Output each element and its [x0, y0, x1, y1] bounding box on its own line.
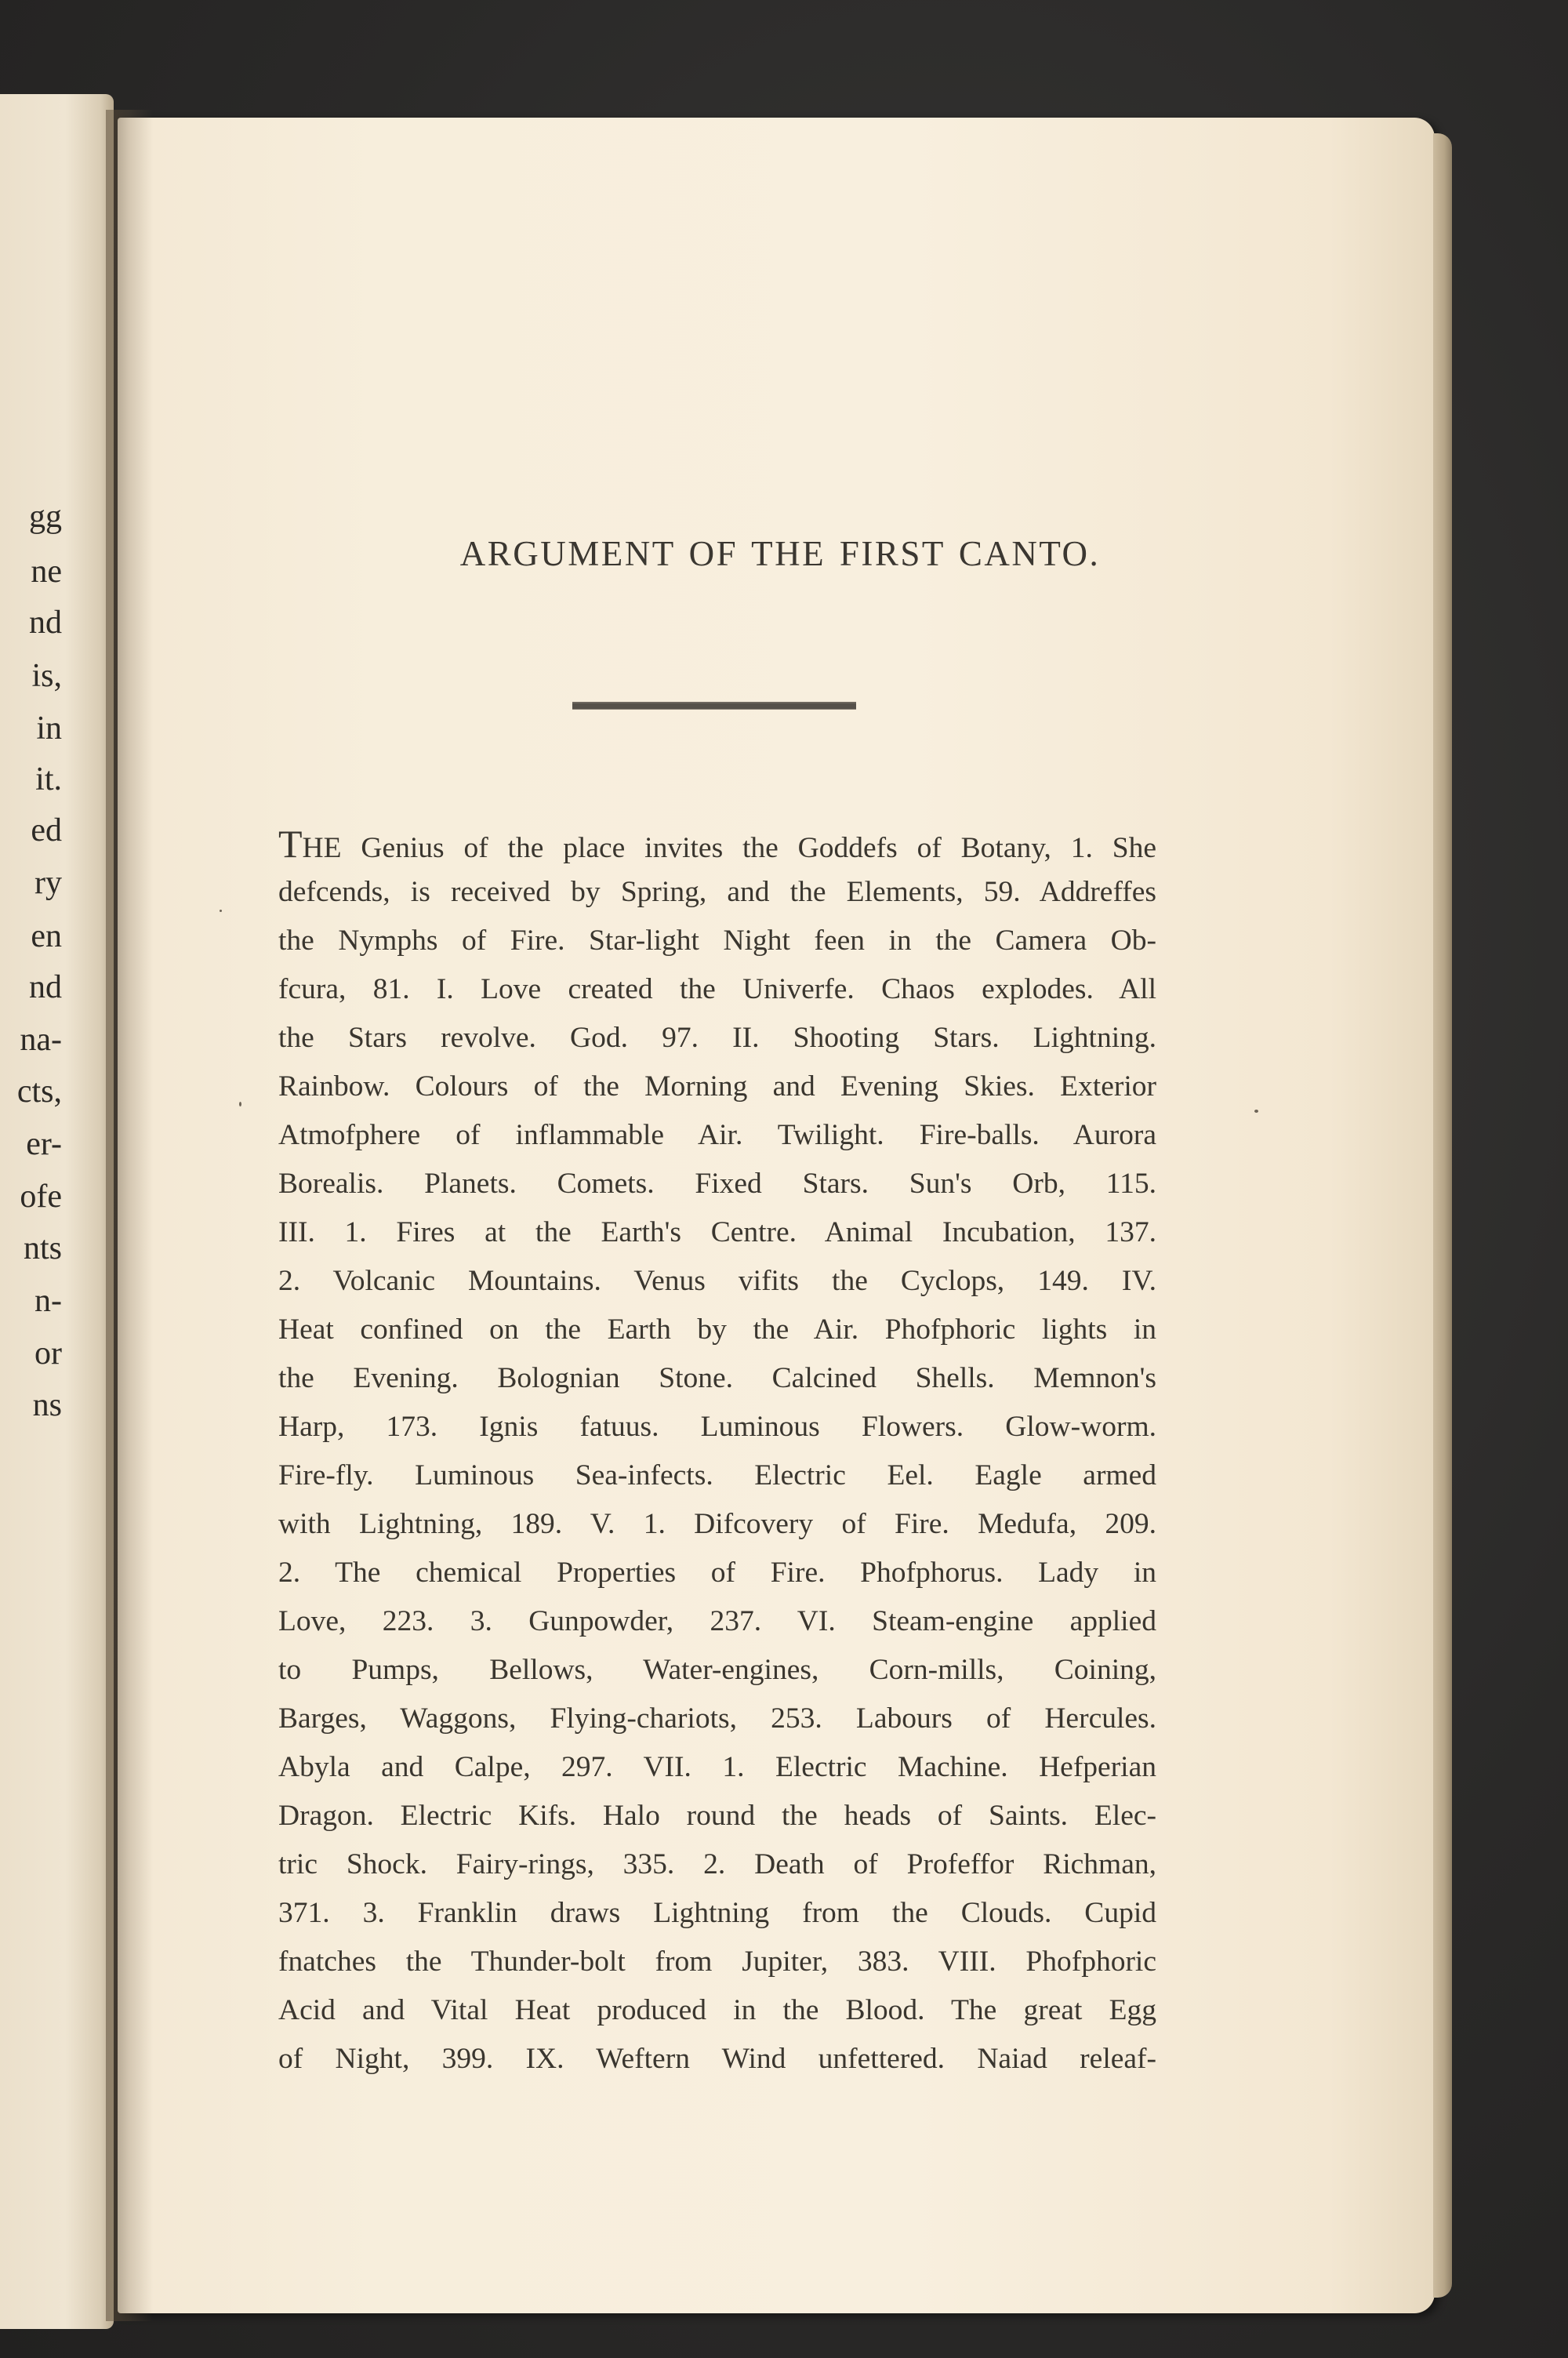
left-fragment: in [36, 710, 62, 747]
text-line: with Lightning, 189. V. 1. Difcovery of Fire. Medufa, 209. [278, 1508, 1156, 1540]
left-fragment: er- [26, 1126, 62, 1162]
text-line: Fire-fly. Luminous Sea-infects. Electric Eel. Eagle armed [278, 1459, 1156, 1491]
book-gutter-shadow [106, 110, 153, 2321]
left-fragment: ry [34, 865, 62, 901]
left-fragment: cts, [16, 1074, 62, 1110]
text-line: defcends, is received by Spring, and the Elements, 59. Addreffes [278, 876, 1156, 908]
text-line: 371. 3. Franklin draws Lightning from the Clouds. Cupid [278, 1897, 1156, 1929]
text-line: Harp, 173. Ignis fatuus. Luminous Flowers. Glow-worm. [278, 1411, 1156, 1443]
text-line: Acid and Vital Heat produced in the Blood. The great Egg [278, 1994, 1156, 2026]
paper-speck [239, 1102, 241, 1106]
text-line: fnatches the Thunder-bolt from Jupiter, 383. VIII. Phofphoric [278, 1946, 1156, 1978]
paper-speck [1254, 1110, 1258, 1113]
text-line: the Stars revolve. God. 97. II. Shooting Stars. Lightning. [278, 1022, 1156, 1054]
text-line: III. 1. Fires at the Earth's Centre. Animal Incubation, 137. [278, 1216, 1156, 1248]
argument-text [278, 819, 1156, 2084]
left-fragment: ofe [20, 1179, 62, 1215]
left-fragment: ed [31, 812, 62, 848]
left-fragment: nd [29, 969, 62, 1005]
page-title: ARGUMENT OF THE FIRST CANTO. [459, 534, 1101, 573]
left-fragment: na- [20, 1022, 62, 1058]
left-fragment: or [34, 1335, 62, 1372]
left-fragment: nts [23, 1230, 62, 1266]
left-fragment: gg [29, 499, 62, 535]
text-line: THE Genius of the place invites the Goddefs of Botany, 1. She [278, 822, 1156, 866]
text-line: Rainbow. Colours of the Morning and Evening Skies. Exterior [278, 1070, 1156, 1103]
left-fragment: ns [32, 1387, 62, 1423]
text-line: fcura, 81. I. Love created the Univerfe. Chaos explodes. All [278, 973, 1156, 1005]
left-fragment: nd [29, 605, 62, 641]
text-line: Atmofphere of inflammable Air. Twilight. Fire-balls. Aurora [278, 1119, 1156, 1151]
right-page [118, 118, 1435, 2313]
left-fragment: is, [31, 658, 62, 694]
text-line: 2. The chemical Properties of Fire. Phofphorus. Lady in [278, 1557, 1156, 1589]
left-facing-page [0, 94, 114, 2329]
text-line: Dragon. Electric Kifs. Halo round the heads of Saints. Elec- [278, 1800, 1156, 1832]
text-line: 2. Volcanic Mountains. Venus vifits the Cyclops, 149. IV. [278, 1265, 1156, 1297]
text-line: the Nymphs of Fire. Star-light Night feen in the Camera Ob- [278, 925, 1156, 957]
title-rule [572, 702, 856, 710]
paper-speck [220, 910, 222, 912]
text-line: of Night, 399. IX. Weftern Wind unfettered. Naiad releaf- [278, 2043, 1156, 2075]
left-fragment: ne [31, 554, 62, 590]
left-fragment: en [31, 918, 62, 954]
text-line: Love, 223. 3. Gunpowder, 237. VI. Steam-engine applied [278, 1605, 1156, 1637]
text-line: to Pumps, Bellows, Water-engines, Corn-mills, Coining, [278, 1654, 1156, 1686]
page-edge [1433, 133, 1452, 2298]
text-line: Heat confined on the Earth by the Air. Phofphoric lights in [278, 1313, 1156, 1346]
text-line: the Evening. Bolognian Stone. Calcined Shells. Memnon's [278, 1362, 1156, 1394]
left-fragment: n- [34, 1283, 62, 1319]
text-line: tric Shock. Fairy-rings, 335. 2. Death of Profeffor Richman, [278, 1848, 1156, 1880]
text-line: Borealis. Planets. Comets. Fixed Stars. Sun's Orb, 115. [278, 1168, 1156, 1200]
left-fragment: it. [35, 761, 62, 798]
text-line: Barges, Waggons, Flying-chariots, 253. Labours of Hercules. [278, 1702, 1156, 1735]
text-line: Abyla and Calpe, 297. VII. 1. Electric Machine. Hefperian [278, 1751, 1156, 1783]
